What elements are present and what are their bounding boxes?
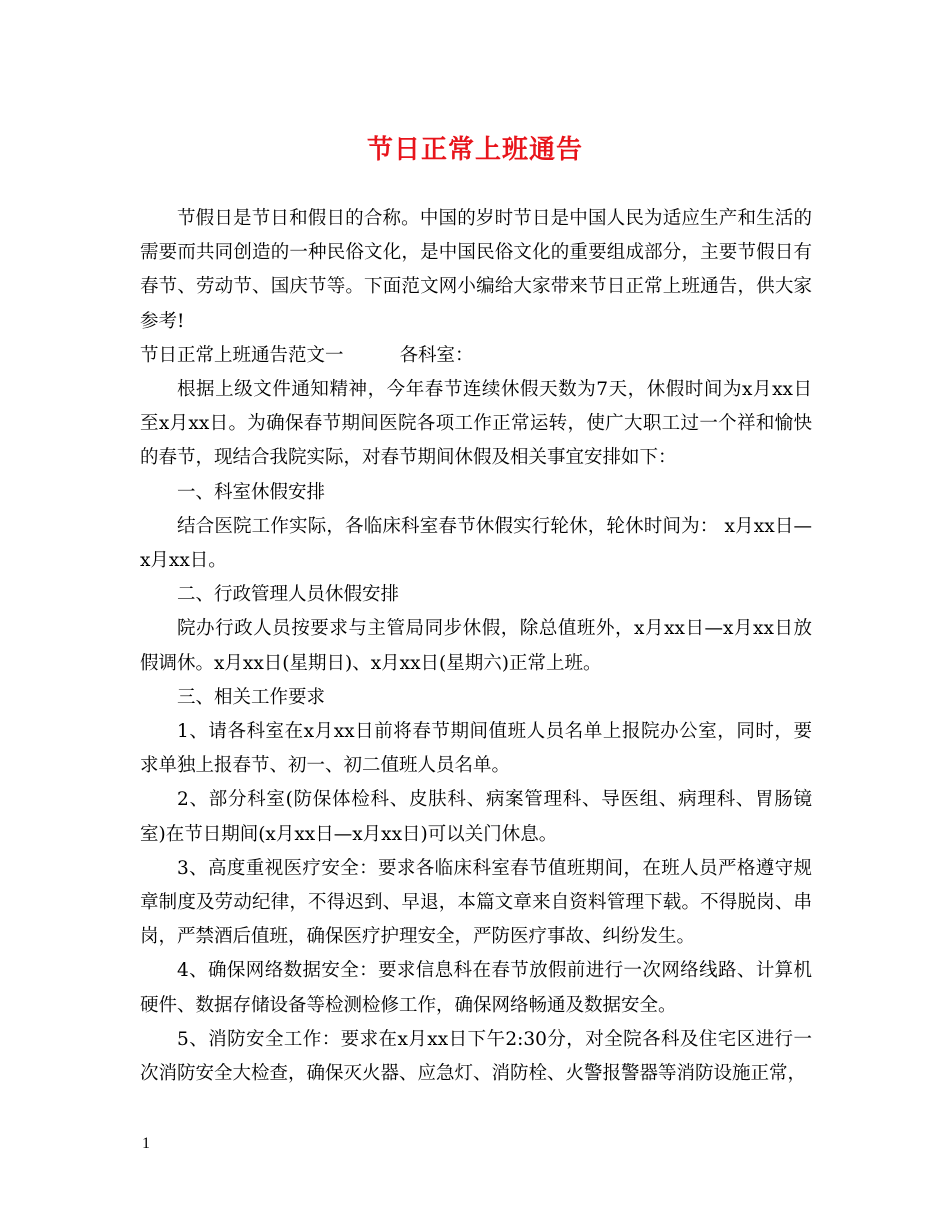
list-item: 3、高度重视医疗安全：要求各临床科室春节值班期间，在班人员严格遵守规章制度及劳动纪律，不得迟到、早退，本篇文章来自资料管理下载。不得脱岗、串岗，严禁酒后值班，确保医疗护理安全，严防医疗事故、纠纷发生。 — [140, 857, 812, 948]
document-title: 节日正常上班通告 — [366, 135, 583, 165]
document-body — [140, 202, 812, 1091]
list-item: 5、消防安全工作：要求在x月xx日下午2:30分，对全院各科及住宅区进行一次消防安全大检查，确保灭火器、应急灯、消防栓、火警报警器等消防设施正常， — [140, 1028, 812, 1085]
salutation: 各科室： — [399, 344, 474, 366]
paragraph: 结合医院工作实际，各临床科室春节休假实行轮休，轮休时间为： x月xx日—x月xx日。 — [140, 515, 812, 572]
section-heading: 二、行政管理人员休假安排 — [177, 584, 400, 606]
paragraph: 院办行政人员按要求与主管局同步休假，除总值班外，x月xx日—x月xx日放假调休。x月xx日(星期日)、x月xx日(星期六)正常上班。 — [140, 618, 812, 674]
list-item: 4、确保网络数据安全：要求信息科在春节放假前进行一次网络线路、计算机硬件、数据存储设备等检测检修工作，确保网络畅通及数据安全。 — [140, 960, 812, 1016]
sample-heading: 节日正常上班通告范文一 — [140, 344, 344, 366]
page-number: 1 — [142, 1135, 150, 1152]
section-heading: 一、科室休假安排 — [177, 481, 326, 503]
paragraph: 根据上级文件通知精神，今年春节连续休假天数为7天，休假时间为x月xx日至x月xx日。为确保春节期间医院各项工作正常运转，使广大职工过一个祥和愉快的春节，现结合我院实际，对春节期间休假及相关事宜安排如下： — [140, 379, 812, 469]
intro-paragraph: 节假日是节日和假日的合称。中国的岁时节日是中国人民为适应生产和生活的需要而共同创造的一种民俗文化，是中国民俗文化的重要组成部分，主要节假日有春节、劳动节、国庆节等。下面范文网小编给大家带来节日正常上班通告，供大家参考! — [140, 208, 812, 332]
sample-heading-line — [140, 339, 812, 373]
list-item: 1、请各科室在x月xx日前将春节期间值班人员名单上报院办公室，同时，要求单独上报春节、初一、初二值班人员名单。 — [140, 721, 812, 777]
section-heading: 三、相关工作要求 — [177, 686, 326, 708]
list-item: 2、部分科室(防保体检科、皮肤科、病案管理科、导医组、病理科、胃肠镜室)在节日期间(x月xx日—x月xx日)可以关门休息。 — [140, 789, 812, 845]
